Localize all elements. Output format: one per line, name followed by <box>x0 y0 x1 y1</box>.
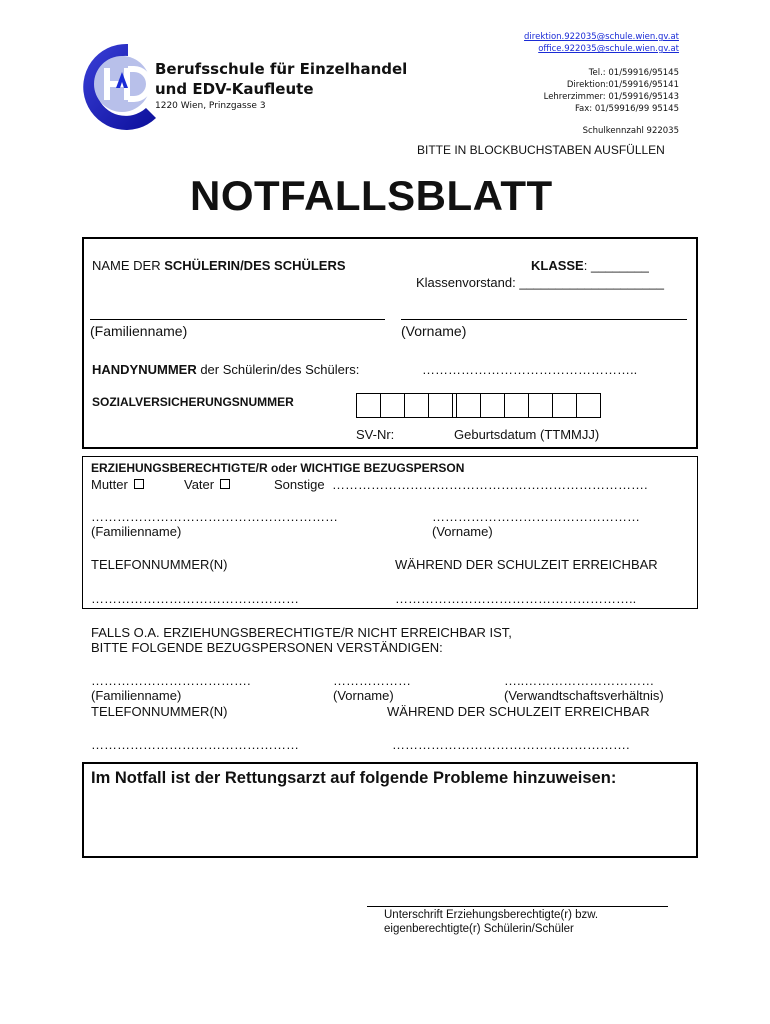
guardian-first-name-field[interactable]: ………………………………………… <box>432 509 640 524</box>
emergency-heading: Im Notfall ist der Rettungsarzt auf folgende Probleme hinzuweisen: <box>91 769 617 787</box>
phone-main: Tel.: 01/59916/95145 <box>588 68 679 78</box>
contact-relation-field[interactable]: …..………………………… <box>504 673 655 688</box>
mobile-number-field[interactable]: ………………………………………….. <box>422 362 638 377</box>
ssn-nr-caption: SV-Nr: <box>356 427 395 442</box>
fax-number: Fax: 01/59916/99 95145 <box>574 104 679 114</box>
class-field[interactable] <box>531 258 649 273</box>
contact-first-name-field[interactable]: ……………… <box>333 673 411 688</box>
other-label: Sonstige <box>274 477 325 492</box>
email-office-link[interactable]: office.922035@schule.wien.gv.at <box>538 44 679 54</box>
ssn-digit-box[interactable] <box>357 394 381 417</box>
student-name-label-normal: NAME DER <box>92 258 165 273</box>
school-logo <box>66 38 162 132</box>
father-checkbox[interactable] <box>220 479 230 489</box>
ssn-digit-box[interactable] <box>505 394 529 417</box>
guardian-reachable-field[interactable]: ……………………………………………….. <box>395 591 637 606</box>
mother-option[interactable] <box>91 477 144 492</box>
mobile-number-label-bold: HANDYNUMMER <box>92 362 197 377</box>
school-address: 1220 Wien, Prinzgasse 3 <box>155 101 266 111</box>
school-name-line1: Berufsschule für Einzelhandel <box>155 60 408 78</box>
class-blank: : ________ <box>583 258 649 273</box>
ssn-digit-box[interactable] <box>457 394 481 417</box>
guardian-first-name-caption: (Vorname) <box>432 524 493 539</box>
other-field[interactable]: ………………………………………………………………. <box>332 477 648 492</box>
family-name-caption: (Familienname) <box>90 323 188 339</box>
contact-family-name-caption: (Familienname) <box>91 688 182 703</box>
guardian-family-name-caption: (Familienname) <box>91 524 182 539</box>
ssn-digit-box[interactable] <box>577 394 601 417</box>
student-name-label <box>92 258 346 273</box>
mother-label: Mutter <box>91 477 128 492</box>
phone-teachers-room: Lehrerzimmer: 01/59916/95143 <box>543 92 679 102</box>
mobile-number-label <box>92 362 359 377</box>
ssn-label: SOZIALVERSICHERUNGSNUMMER <box>92 395 294 409</box>
birth-date-caption: Geburtsdatum (TTMMJJ) <box>454 427 600 442</box>
student-name-label-bold: SCHÜLERIN/DES SCHÜLERS <box>164 258 346 273</box>
contact-family-name-field[interactable]: ………………………………. <box>91 673 251 688</box>
father-option[interactable] <box>184 477 230 492</box>
guardian-heading: ERZIEHUNGSBERECHTIGTE/R oder WICHTIGE BEZUGSPERSON <box>91 461 465 475</box>
signature-line[interactable] <box>367 906 668 907</box>
contact-relation-caption: (Verwandtschaftsverhältnis) <box>504 688 664 703</box>
ssn-digit-box[interactable] <box>529 394 553 417</box>
ssn-digit-box[interactable] <box>381 394 405 417</box>
first-name-caption: (Vorname) <box>401 323 467 339</box>
ssn-digit-box[interactable] <box>405 394 429 417</box>
email-direction-link[interactable]: direktion.922035@schule.wien.gv.at <box>524 32 679 42</box>
fallback-line1: FALLS O.A. ERZIEHUNGSBERECHTIGTE/R NICHT ERREICHBAR IST, <box>91 625 512 640</box>
first-name-line[interactable] <box>401 319 687 320</box>
mother-checkbox[interactable] <box>134 479 144 489</box>
signature-caption-line1: Unterschrift Erziehungsberechtigte(r) bzw. <box>384 909 599 921</box>
contact-reachable-label: WÄHREND DER SCHULZEIT ERREICHBAR <box>387 704 650 719</box>
ssn-digit-box[interactable] <box>429 394 453 417</box>
mobile-number-label-rest: der Schülerin/des Schülers: <box>196 362 360 377</box>
school-number: Schulkennzahl 922035 <box>582 126 679 136</box>
father-label: Vater <box>184 477 215 492</box>
guardian-family-name-field[interactable]: ………………………………………………… <box>91 509 338 524</box>
contact-first-name-caption: (Vorname) <box>333 688 394 703</box>
instruction-text: BITTE IN BLOCKBUCHSTABEN AUSFÜLLEN <box>417 143 665 157</box>
ssn-input-grid[interactable] <box>356 393 601 418</box>
guardian-phone-field[interactable]: ………………………………………… <box>91 591 299 606</box>
phone-direction: Direktion:01/59916/95141 <box>566 80 679 90</box>
class-teacher-field[interactable]: Klassenvorstand: ____________________ <box>416 275 664 290</box>
ssn-digit-box[interactable] <box>553 394 577 417</box>
contact-phone-label: TELEFONNUMMER(N) <box>91 704 228 719</box>
class-label: KLASSE <box>531 258 584 273</box>
page-title: NOTFALLSBLATT <box>190 172 553 219</box>
school-name-line2: und EDV-Kaufleute <box>155 80 314 98</box>
fallback-line2: BITTE FOLGENDE BEZUGSPERSONEN VERSTÄNDIGEN: <box>91 640 443 655</box>
guardian-phone-label: TELEFONNUMMER(N) <box>91 557 228 572</box>
ssn-digit-box[interactable] <box>481 394 505 417</box>
guardian-reachable-label: WÄHREND DER SCHULZEIT ERREICHBAR <box>395 557 658 572</box>
contact-phone-field[interactable]: ………………………………………… <box>91 737 299 752</box>
family-name-line[interactable] <box>90 319 385 320</box>
contact-reachable-field[interactable]: ………………………………………………. <box>392 737 630 752</box>
signature-caption-line2: eigenberechtigte(r) Schülerin/Schüler <box>384 923 574 935</box>
